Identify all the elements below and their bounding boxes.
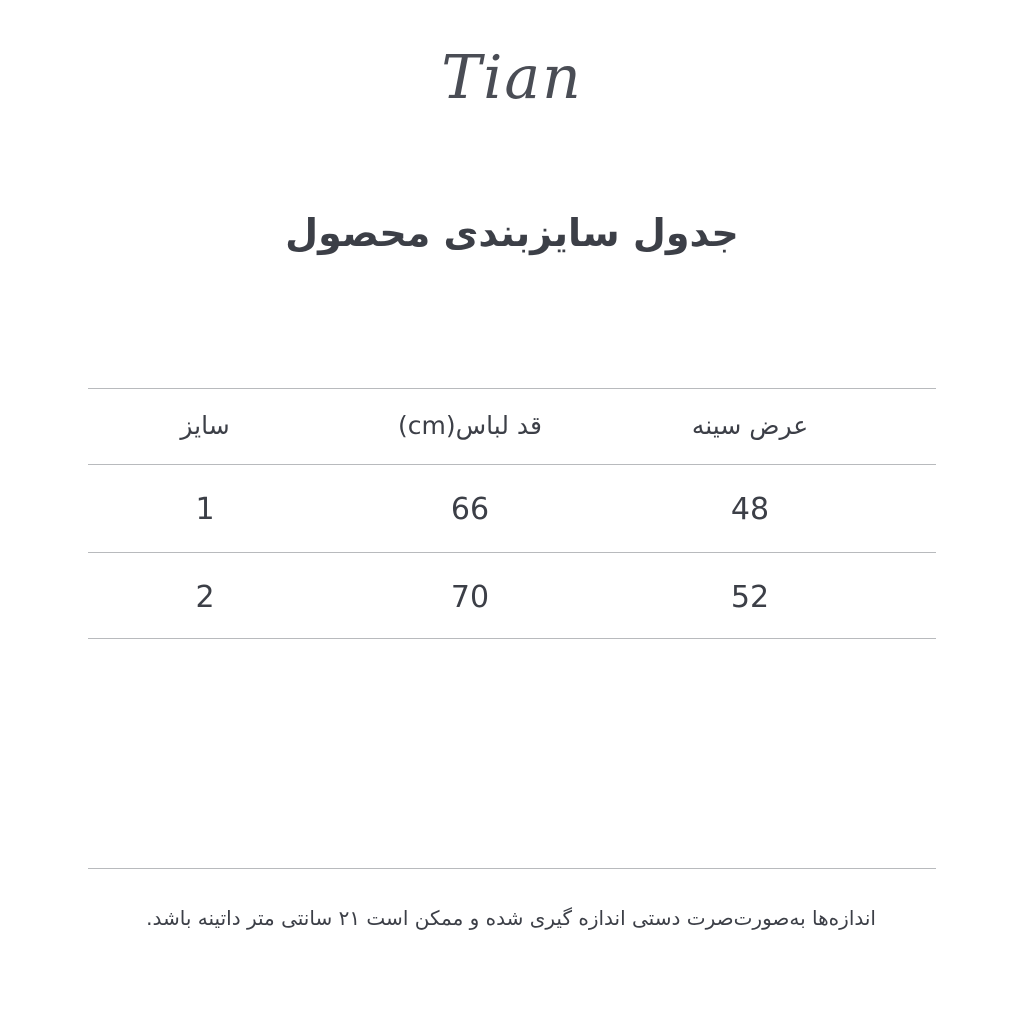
brand-logo: Tian	[441, 43, 583, 113]
cell-garment-length: 70	[450, 580, 490, 615]
table-top-rule	[88, 388, 936, 389]
header-size: سایز	[180, 411, 230, 440]
cell-size: 1	[195, 492, 215, 527]
cell-size: 2	[195, 580, 215, 615]
table-bottom-rule	[88, 638, 936, 639]
cell-chest-width: 52	[730, 580, 770, 615]
header-chest-width: عرض سینه	[691, 411, 809, 440]
header-garment-length: قد لباس(cm)	[398, 411, 542, 440]
cell-garment-length: 66	[450, 492, 490, 527]
footer-divider	[88, 868, 936, 869]
page-title: جدول سایزبندی محصول	[285, 211, 739, 255]
measurement-note: اندازه‌ها به‌صورت‌صرت دستی اندازه گیری شده و ممکن است ۲۱ سانتی متر داتینه باشد.	[146, 906, 876, 930]
row-divider	[88, 552, 936, 553]
cell-chest-width: 48	[730, 492, 770, 527]
header-divider	[88, 464, 936, 465]
